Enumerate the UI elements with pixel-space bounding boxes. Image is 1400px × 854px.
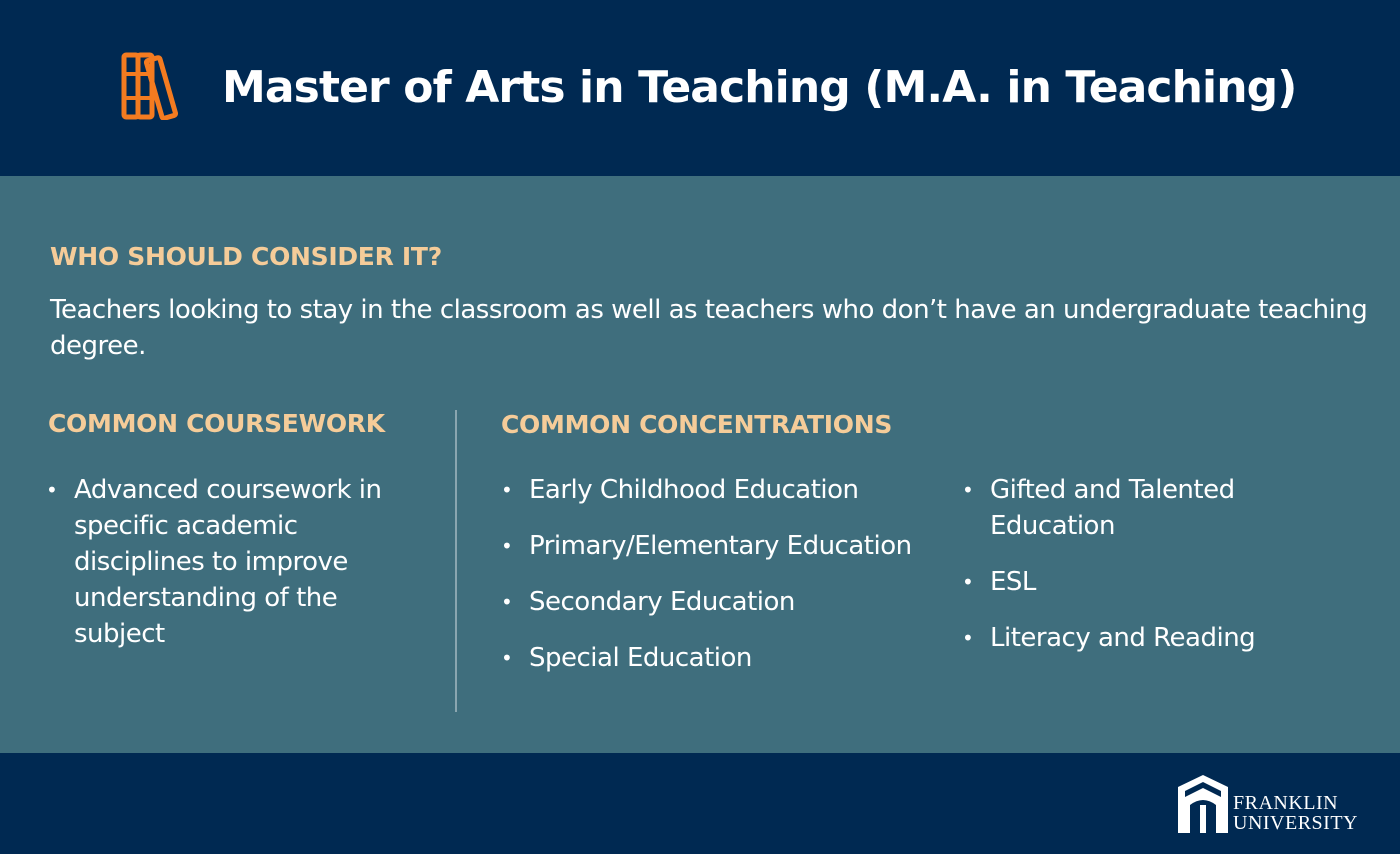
bullet-icon: • [501,646,513,670]
list-item [962,620,1302,656]
list-item-text: Advanced coursework in specific academic disciplines to improve understanding of the subject [74,475,382,649]
coursework-list [46,472,386,652]
list-item-text: Early Childhood Education [529,475,859,505]
list-item [46,472,386,652]
content-panel [0,176,1400,753]
list-item-text: Primary/Elementary Education [529,531,912,561]
list-item [501,584,941,620]
list-item-text: Special Education [529,643,752,673]
concentrations-list-left [501,472,941,696]
logo-text-line1: FRANKLIN [1233,792,1339,814]
list-item-text: Gifted and Talented Education [990,475,1235,541]
list-item [962,472,1302,544]
list-item [501,640,941,676]
footer-banner [0,753,1400,854]
books-icon [121,52,197,120]
bullet-icon: • [962,570,974,594]
bullet-icon: • [501,590,513,614]
bullet-icon: • [46,478,58,502]
concentrations-list-right [962,472,1302,676]
list-item [962,564,1302,600]
bullet-icon: • [501,478,513,502]
university-gate-icon [1178,775,1228,833]
list-item-text: Secondary Education [529,587,795,617]
franklin-university-logo [1178,775,1358,835]
bullet-icon: • [501,534,513,558]
logo-text-line2: UNIVERSITY [1233,812,1358,834]
who-heading: WHO SHOULD CONSIDER IT? [50,242,442,271]
bullet-icon: • [962,626,974,650]
column-divider [455,410,457,712]
list-item [501,472,941,508]
concentrations-heading: COMMON CONCENTRATIONS [501,410,893,439]
header-banner [0,0,1400,176]
coursework-heading: COMMON COURSEWORK [48,409,385,438]
list-item-text: Literacy and Reading [990,623,1256,653]
list-item [501,528,941,564]
who-description: Teachers looking to stay in the classroom as well as teachers who don’t have an undergraduate teaching degree. [50,295,1368,361]
page-title: Master of Arts in Teaching (M.A. in Teaching) [222,62,1297,113]
list-item-text: ESL [990,567,1036,597]
bullet-icon: • [962,478,974,502]
